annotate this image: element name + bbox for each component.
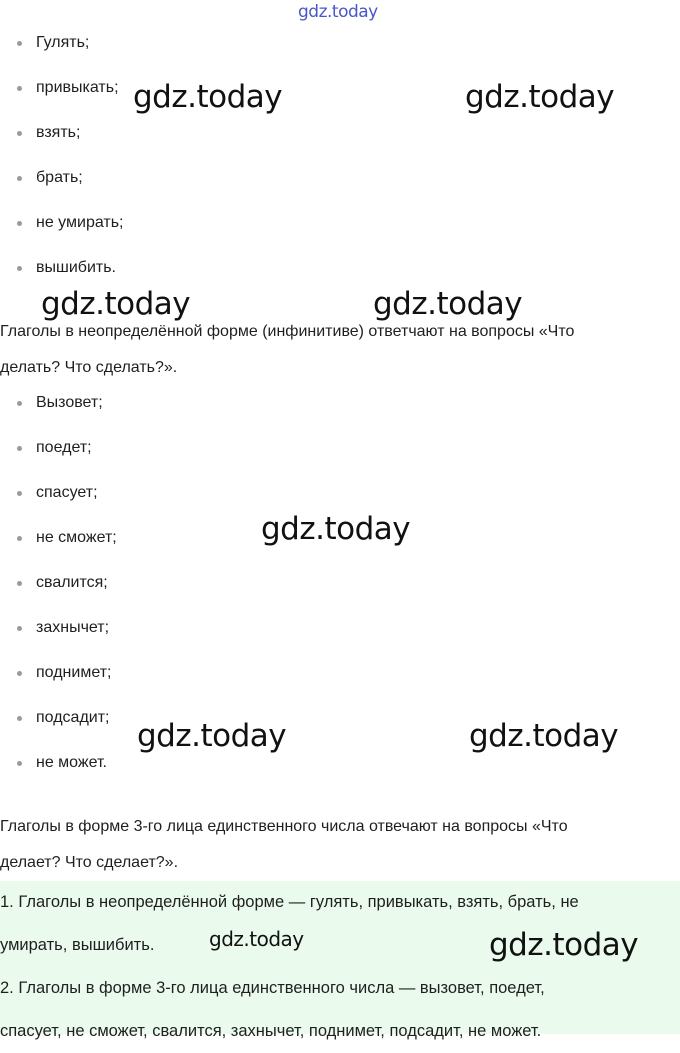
list-item: спасует; xyxy=(0,478,680,523)
watermark: gdz.today xyxy=(209,927,304,951)
answer-line: спасует, не сможет, свалится, захнычет, поднимет, подсадит, не может. xyxy=(0,1022,542,1040)
watermark: gdz.today xyxy=(41,286,191,322)
paragraph-line: делать? Что сделать?». xyxy=(0,359,178,376)
infinitive-list xyxy=(0,28,680,298)
list-item: Гулять; xyxy=(0,28,680,73)
list-item: не может. xyxy=(0,748,680,793)
paragraph-line: Глаголы в неопределённой форме (инфинитиве) ответчают на вопросы «Что xyxy=(0,323,575,340)
list-item: поедет; xyxy=(0,433,680,478)
paragraph-third-person xyxy=(0,809,680,881)
answer-line: умирать, вышибить. xyxy=(0,936,155,954)
answer-line: 1. Глаголы в неопределённой форме — гулять, привыкать, взять, брать, не xyxy=(0,893,579,911)
list-item: брать; xyxy=(0,163,680,208)
paragraph-line: Глаголы в форме 3-го лица единственного числа отвечают на вопросы «Что xyxy=(0,818,568,835)
list-item: подсадит; xyxy=(0,703,680,748)
watermark: gdz.today xyxy=(489,927,639,963)
list-item: не сможет; xyxy=(0,523,680,568)
list-item: привыкать; xyxy=(0,73,680,118)
list-item: захнычет; xyxy=(0,613,680,658)
watermark: gdz.today xyxy=(373,286,523,322)
watermark: gdz.today xyxy=(137,718,287,754)
watermark: gdz.today xyxy=(261,511,411,547)
watermark-top: gdz.today xyxy=(298,2,378,22)
list-item: не умирать; xyxy=(0,208,680,253)
paragraph-line: делает? Что сделает?». xyxy=(0,854,179,871)
watermark: gdz.today xyxy=(469,718,619,754)
list-item: свалится; xyxy=(0,568,680,613)
watermark: gdz.today xyxy=(465,79,615,115)
answer-line: 2. Глаголы в форме 3-го лица единственного числа — вызовет, поедет, xyxy=(0,979,545,997)
list-item: вышибить. xyxy=(0,253,680,298)
paragraph-infinitive xyxy=(0,314,680,386)
list-item: Вызовет; xyxy=(0,388,680,433)
watermark: gdz.today xyxy=(133,79,283,115)
list-item: поднимет; xyxy=(0,658,680,703)
list-item: взять; xyxy=(0,118,680,163)
